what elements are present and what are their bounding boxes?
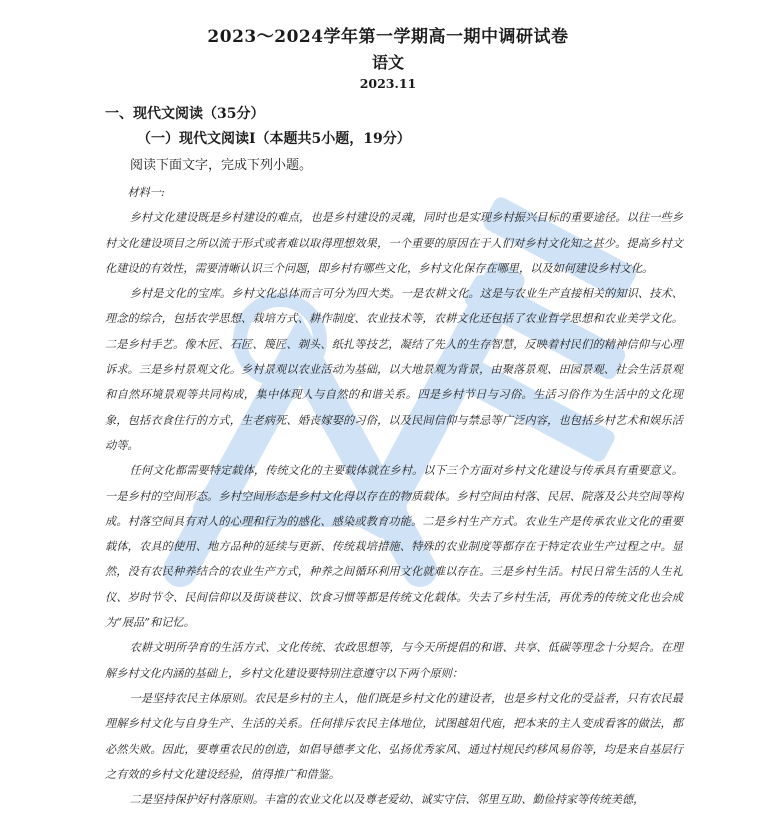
section-heading: 一、现代文阅读（35分） [105,106,265,122]
material-text [105,180,683,812]
material-paragraph: 乡村文化建设既是乡村建设的难点，也是乡村建设的灵魂，同时也是实现乡村振兴目标的重要途径。以往一些乡村文化建设项目之所以流于形式或者难以取得理想效果，一个重要的原因在于人们对乡村文化知之甚少。提高乡村文化建设的有效性，需要清晰认识三个问题，即乡村有哪些文化，乡村文化保存在哪里，以及如何建设乡村文化。 [105,211,683,275]
exam-subject: 语文 [371,53,404,72]
material-paragraph: 乡村是文化的宝库。乡村文化总体而言可分为四大类。一是农耕文化。这是与农业生产直接相关的知识、技术、理念的综合，包括农学思想、栽培方式、耕作制度、农业技术等，农耕文化还包括了农业哲学思想和农业美学文化。二是乡村手艺。像木匠、石匠、篾匠、剃头、纸扎等技艺，凝结了先人的生存智慧，反映着村民们的精神信仰与心理诉求。三是乡村景观文化。乡村景观以农业活动为基础，以大地景观为背景，由聚落景观、田园景观、社会生活景观和自然环境景观等共同构成，集中体现人与自然的和谐关系。四是乡村节日与习俗。生活习俗作为生活中的文化现象，包括衣食住行的方式，生老病死、婚丧嫁娶的习俗，以及民间信仰与禁忌等广泛内容，也包括乡村艺术和娱乐活动等。 [105,287,683,452]
section-subheading: （一）现代文阅读Ⅰ（本题共5小题，19分） [137,131,411,147]
exam-date: 2023.11 [359,76,417,91]
material-paragraph: 一是坚持农民主体原则。农民是乡村的主人，他们既是乡村文化的建设者，也是乡村文化的受益者，只有农民最理解乡村文化与自身生产、生活的关系。任何排斥农民主体地位，试图越俎代庖，把本来的主人变成看客的做法，都必然失败。因此，要尊重农民的创造，如倡导德孝文化、弘扬优秀家风、通过村规民约移风易俗等，均是来自基层行之有效的乡村文化建设经验，值得推广和借鉴。 [105,691,683,781]
section-instruction: 阅读下面文字，完成下列小题。 [130,158,313,173]
exam-title: 2023～2024学年第一学期高一期中调研试卷 [207,27,569,47]
material-label: 材料一: [127,186,165,199]
material-paragraph: 任何文化都需要特定载体，传统文化的主要载体就在乡村。以下三个方面对乡村文化建设与传承具有重要意义。一是乡村的空间形态。乡村空间形态是乡村文化得以存在的物质载体。乡村空间由村落、民居、院落及公共空间等构成。村落空间具有对人的心理和行为的感化、感染或教育功能。二是乡村生产方式。农业生产是传承农业文化的重要载体，农具的使用、地方品种的延续与更新、传统栽培措施、特殊的农业制度等都存在于特定农业生产过程之中。显然，没有农民种养结合的农业生产方式，种养之间循环利用文化就难以存在。三是乡村生活。村民日常生活的人生礼仪、岁时节令、民间信仰以及街谈巷议、饮食习惯等都是传统文化载体。失去了乡村生活，再优秀的传统文化也会成为“展品”和记忆。 [105,464,683,630]
material-paragraph: 二是坚持保护好村落原则。丰富的农业文化以及尊老爱幼、诚实守信、邻里互助、勤俭持家等传统美德， [129,793,645,807]
material-paragraph: 农耕文明所孕育的生活方式、文化传统、农政思想等，与今天所提倡的和谐、共享、低碳等理念十分契合。在理解乡村文化内涵的基础上，乡村文化建设要特别注意遵守以下两个原则： [105,641,683,680]
